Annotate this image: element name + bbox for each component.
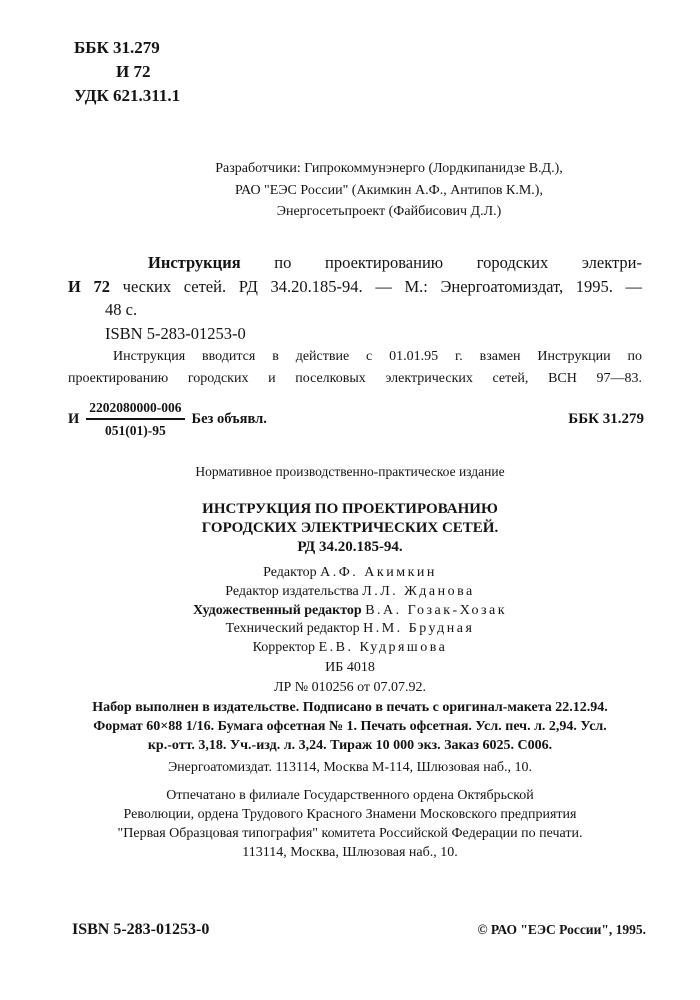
staff-list xyxy=(0,564,700,678)
author-mark: И 72 xyxy=(116,62,151,81)
bibliographic-entry xyxy=(68,251,642,345)
no-announcement-note: Без объявл. xyxy=(191,410,267,427)
catalog-index xyxy=(68,399,267,439)
printer-info xyxy=(0,786,700,862)
page-count: 48 с. xyxy=(105,300,138,319)
presswork-line: Набор выполнен в издательстве. Подписано в печать с оригинал-макета 22.12.94. xyxy=(92,700,608,715)
print-license: ЛР № 010256 от 07.07.92. xyxy=(273,680,427,695)
staff-role: Художественный редактор xyxy=(192,602,362,618)
fraction-denominator: 051(01)-95 xyxy=(105,423,166,438)
catalog-index-row xyxy=(68,399,644,439)
staff-name: В.А. Гозак-Хозак xyxy=(365,602,507,618)
developers-block xyxy=(0,158,700,223)
ib-number: ИБ 4018 xyxy=(325,659,375,675)
presswork-line: кр.-отт. 3,18. Уч.-изд. л. 3,24. Тираж 10 000 экз. Заказ 6025. С006. xyxy=(147,737,553,753)
printer-line: 113114, Москва, Шлюзовая наб., 10. xyxy=(242,845,458,860)
footer xyxy=(72,921,646,939)
edition-type: Нормативное производственно-практическое издание xyxy=(195,464,505,479)
staff-name: Н.М. Брудная xyxy=(363,621,475,637)
printer-line: Отпечатано в филиале Государственного ордена Октябрьской xyxy=(166,788,534,803)
footer-isbn: ISBN 5-283-01253-0 xyxy=(72,921,210,938)
staff-role: Редактор издательства xyxy=(225,583,359,599)
biblio-line: Инструкция по проектированию городских электри- xyxy=(148,253,642,272)
bbk-code-right: ББК 31.279 xyxy=(568,410,644,427)
isbn-line: ISBN 5-283-01253-0 xyxy=(105,323,246,343)
printer-line: Революции, ордена Трудового Красного Знамени Московского предприятия xyxy=(123,807,577,822)
developer-line: Разработчики: Гипрокоммунэнерго (Лордкипанидзе В.Д.), xyxy=(215,161,563,176)
presswork-line: Формат 60×88 1/16. Бумага офсетная № 1. Печать офсетная. Усл. печ. л. 2,94. Усл. xyxy=(93,718,607,734)
copyright-notice: © РАО "ЕЭС России", 1995. xyxy=(477,922,646,937)
catalog-fraction xyxy=(86,399,184,439)
staff-line xyxy=(0,583,700,602)
staff-line xyxy=(0,602,700,621)
annotation-line: Инструкция вводится в действие с 01.01.95 г. взамен Инструкции по xyxy=(113,349,642,364)
presswork-details xyxy=(0,699,700,755)
biblio-head-word: Инструкция xyxy=(148,253,241,272)
staff-line xyxy=(0,564,700,583)
developer-line: Энергосетьпроект (Файбисович Д.Л.) xyxy=(276,204,502,219)
entry-author-mark: И 72 xyxy=(68,276,110,296)
developer-line: РАО "ЕЭС России" (Акимкин А.Ф., Антипов К.М.), xyxy=(235,182,543,198)
staff-name: Е.В. Кудряшова xyxy=(318,640,448,656)
printer-line: "Первая Образцовая типография" комитета Российской Федерации по печати. xyxy=(117,826,583,841)
staff-name: Л.Л. Жданова xyxy=(362,583,475,599)
annotation xyxy=(68,346,642,390)
staff-line xyxy=(0,639,700,658)
staff-role: Редактор xyxy=(263,565,317,580)
staff-name: А.Ф. Акимкин xyxy=(320,565,437,580)
catalog-letter: И xyxy=(68,410,80,427)
annotation-line: проектированию городских и поселковых электрических сетей, ВСН 97—83. xyxy=(68,371,642,386)
title-line: ГОРОДСКИХ ЭЛЕКТРИЧЕСКИХ СЕТЕЙ. xyxy=(201,520,499,536)
biblio-line: И 72 ческих сетей. РД 34.20.185-94. — М.: Энергоатомиздат, 1995. — xyxy=(68,276,643,296)
staff-line xyxy=(0,620,700,639)
fraction-numerator: 2202080000-006 xyxy=(86,399,184,420)
publisher-address: Энергоатомиздат. 113114, Москва М-114, Шлюзовая наб., 10. xyxy=(167,760,533,775)
title-line: ИНСТРУКЦИЯ ПО ПРОЕКТИРОВАНИЮ xyxy=(202,501,498,517)
staff-role: Корректор xyxy=(252,640,316,656)
staff-role: Технический редактор xyxy=(225,621,360,637)
catalog-codes-top xyxy=(74,36,180,108)
udk-code: УДК 621.311.1 xyxy=(74,86,181,105)
book-title xyxy=(0,500,700,557)
bbk-code: ББК 31.279 xyxy=(74,38,160,57)
title-line: РД 34.20.185-94. xyxy=(297,539,403,555)
